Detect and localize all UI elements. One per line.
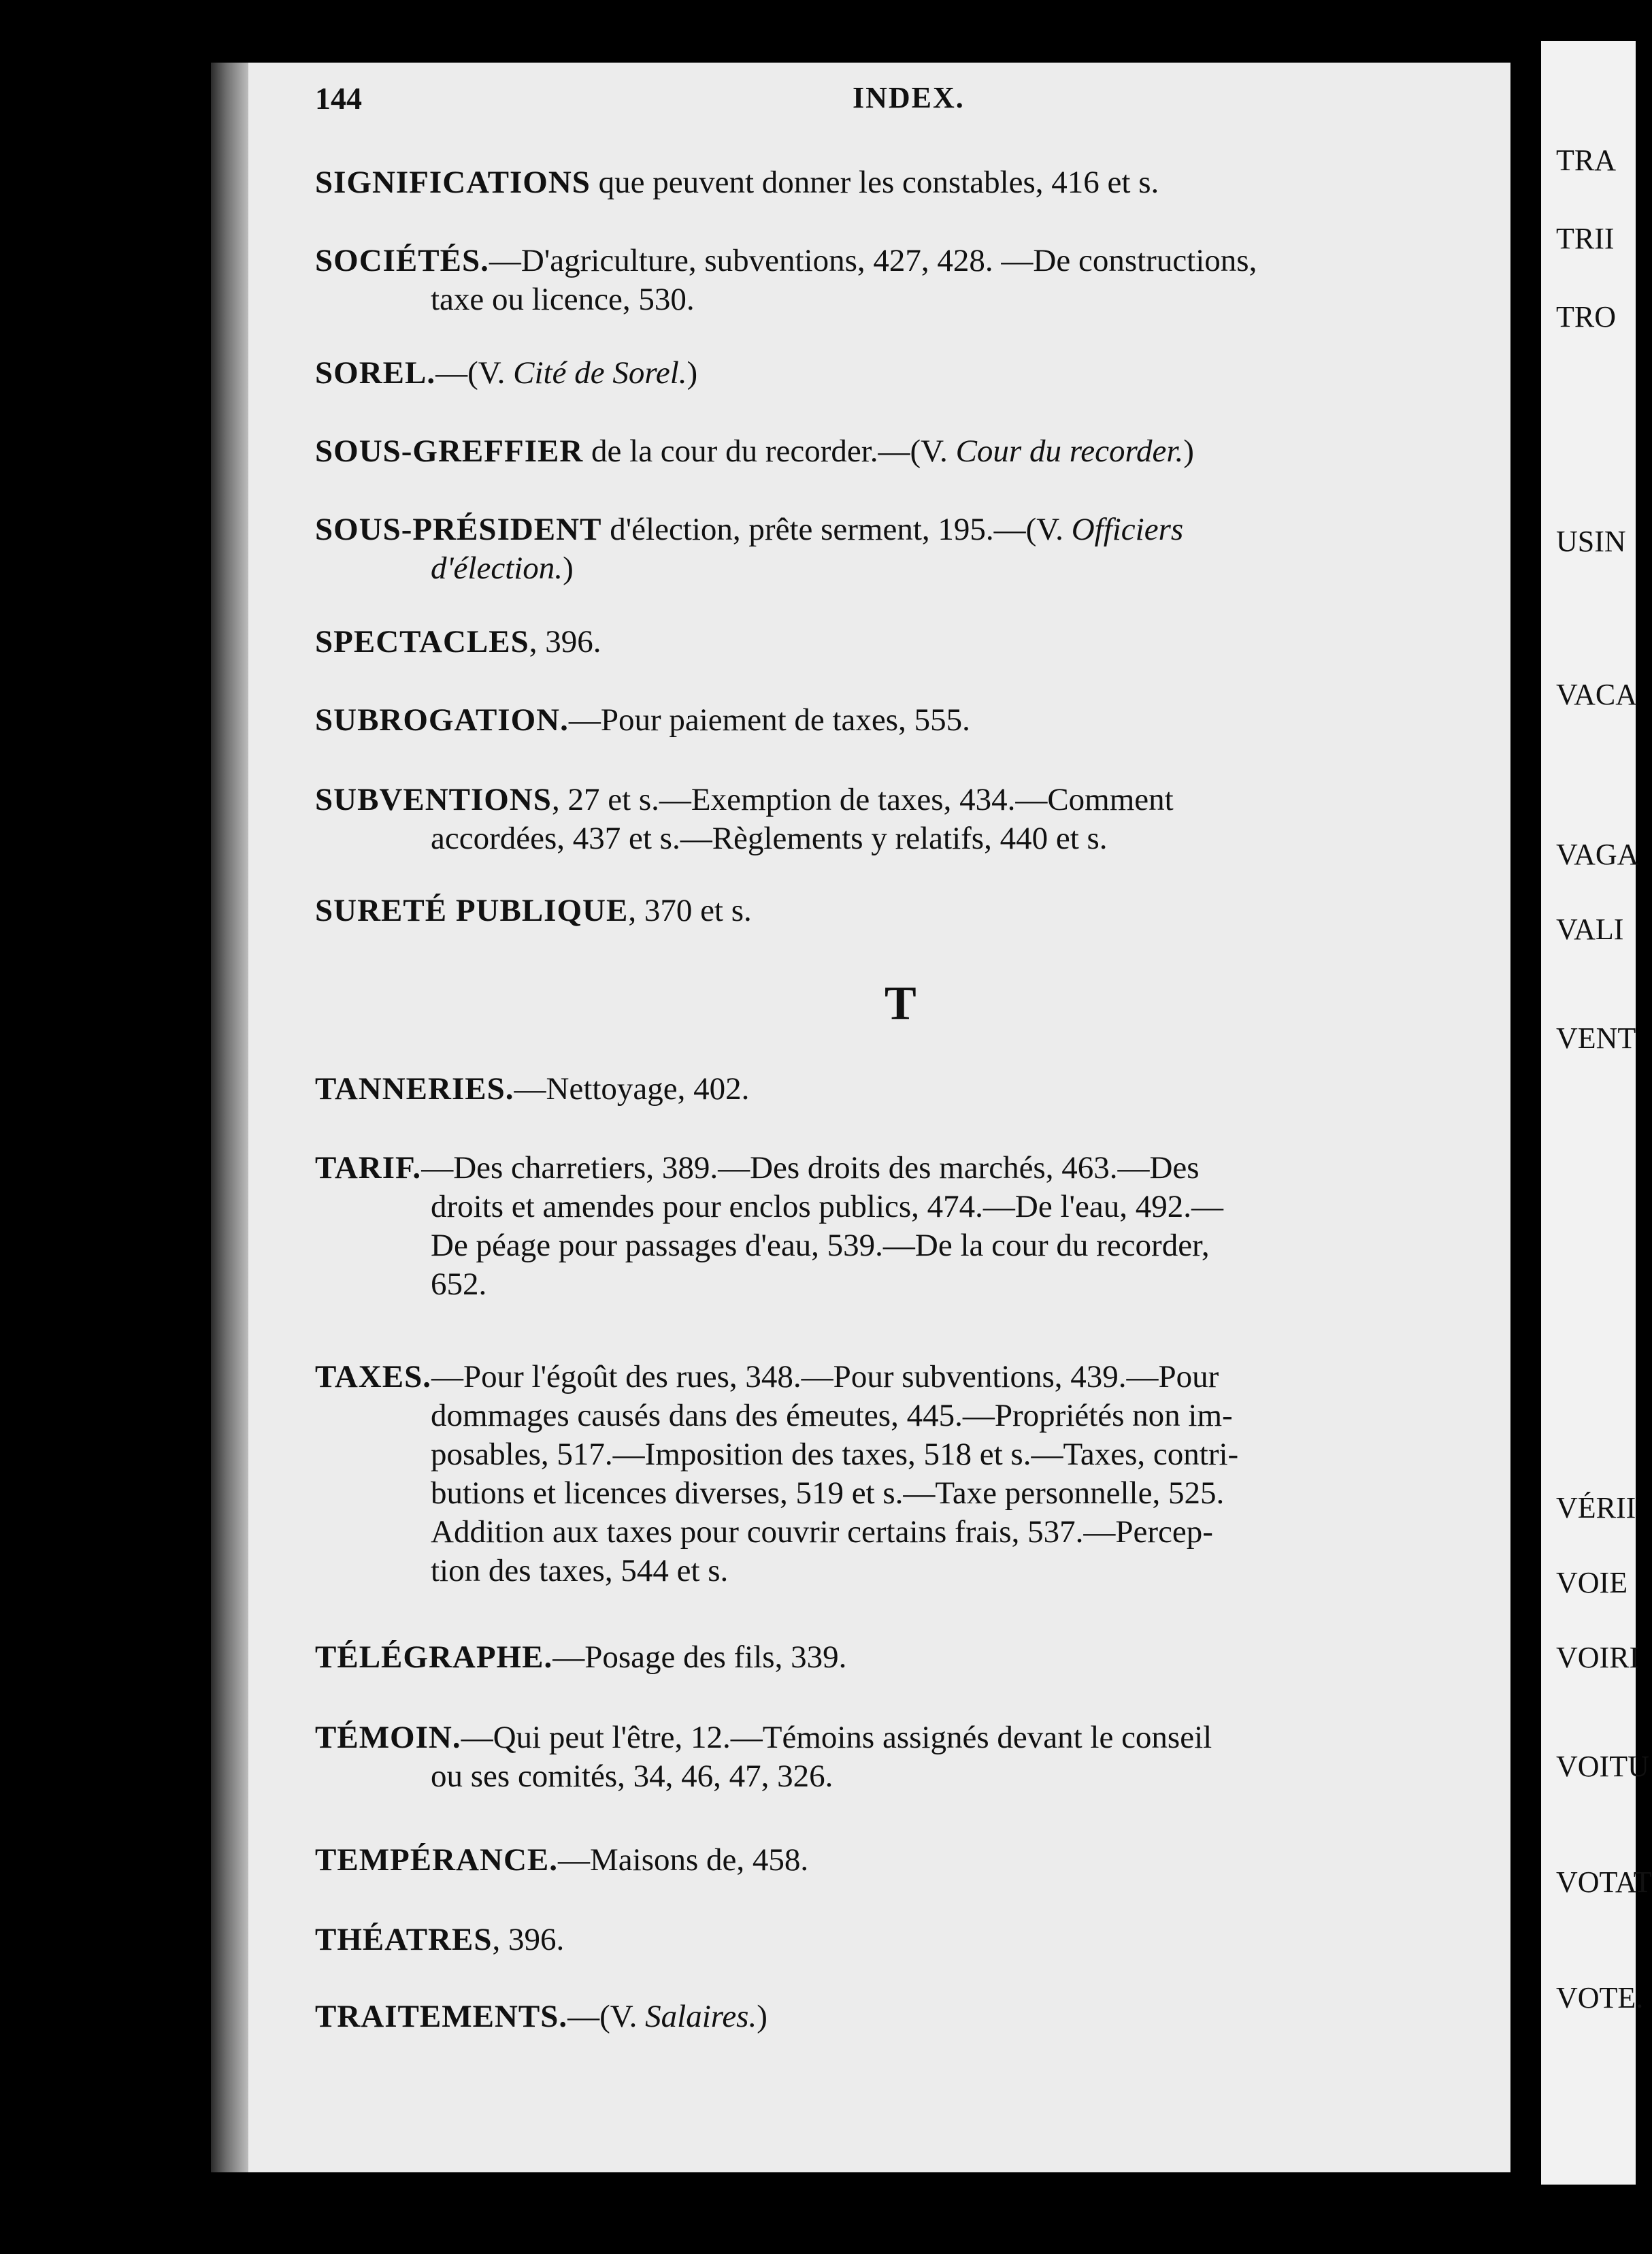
entry-reference: d'élection. [431, 551, 563, 586]
entry-keyword: SPECTACLES [315, 624, 529, 659]
entry-text: —Qui peut l'être, 12.—Témoins assignés devant le conseil [461, 1720, 1212, 1755]
entry-text-close: ) [563, 551, 574, 586]
facing-word: VALI [1556, 913, 1624, 946]
facing-word: VOTAT [1556, 1865, 1652, 1899]
index-entry [315, 1718, 1478, 1796]
entry-text: —(V. [435, 355, 514, 391]
entry-text: —Des charretiers, 389.—Des droits des marchés, 463.—Des [421, 1150, 1200, 1186]
entry-continuation: accordées, 437 et s.—Règlements y relatifs, 440 et s. [431, 821, 1108, 856]
facing-word: VOTE. [1556, 1981, 1644, 2014]
entry-text: —Pour l'égoût des rues, 348.—Pour subventions, 439.—Pour [431, 1359, 1219, 1394]
entry-keyword: TARIF. [315, 1150, 422, 1186]
index-entry [315, 1070, 1478, 1109]
index-entry [315, 163, 1478, 202]
entry-continuation: dommages causés dans des émeutes, 445.—Propriétés non im- [431, 1398, 1233, 1433]
facing-word: TRA [1556, 144, 1616, 177]
entry-continuation: 652. [431, 1267, 487, 1302]
entry-keyword: SURETÉ PUBLIQUE [315, 893, 629, 928]
entry-text: , 396. [492, 1922, 565, 1957]
index-entry [315, 432, 1478, 471]
facing-word: VÉRII [1556, 1491, 1636, 1524]
facing-word: TRII [1556, 222, 1615, 255]
index-entry [315, 701, 1478, 740]
index-entry [315, 354, 1478, 393]
entry-text: —(V. [567, 1999, 646, 2034]
page-title: INDEX. [853, 81, 965, 114]
index-entry [315, 1841, 1478, 1880]
page-number: 144 [315, 81, 362, 116]
entry-keyword: TAXES. [315, 1359, 431, 1394]
entry-keyword: SUBROGATION. [315, 702, 569, 738]
entry-text: —Pour paiement de taxes, 555. [568, 702, 970, 738]
entry-reference: Cité de Sorel. [513, 355, 687, 391]
entry-keyword: TÉLÉGRAPHE. [315, 1639, 553, 1675]
entry-reference: Salaires. [645, 1999, 757, 2034]
entry-keyword: TANNERIES. [315, 1071, 514, 1107]
entry-text: , 370 et s. [628, 893, 752, 928]
entry-text: —Nettoyage, 402. [514, 1071, 750, 1107]
page-gutter-shadow [211, 63, 248, 2172]
entry-keyword: SUBVENTIONS [315, 782, 552, 817]
entry-keyword: TRAITEMENTS. [315, 1999, 568, 2034]
index-entry [315, 781, 1478, 858]
entry-text: —D'agriculture, subventions, 427, 428. —De constructions, [489, 243, 1257, 278]
entry-continuation: Addition aux taxes pour couvrir certains frais, 537.—Percep- [431, 1514, 1213, 1550]
entry-text-close: ) [687, 355, 698, 391]
entry-text: , 396. [529, 624, 601, 659]
entry-text: d'élection, prête serment, 195.—(V. [601, 512, 1072, 547]
entry-reference: Cour du recorder. [955, 434, 1184, 469]
index-entry [315, 1997, 1478, 2036]
entry-continuation: tion des taxes, 544 et s. [431, 1553, 729, 1588]
index-entry [315, 510, 1478, 588]
facing-word: VENT [1556, 1022, 1636, 1055]
index-entry [315, 1358, 1478, 1590]
entry-keyword: TÉMOIN. [315, 1720, 461, 1755]
index-entry [315, 1921, 1478, 1959]
entry-text: que peuvent donner les constables, 416 et s. [590, 165, 1159, 200]
facing-word: TRO [1556, 300, 1616, 333]
facing-word: VACA [1556, 678, 1638, 711]
facing-word: VAGA [1556, 838, 1639, 871]
section-letter: T [885, 977, 916, 1030]
entry-continuation: posables, 517.—Imposition des taxes, 518 et s.—Taxes, contri- [431, 1437, 1239, 1472]
entry-text-close: ) [1183, 434, 1194, 469]
entry-keyword: THÉATRES [315, 1922, 493, 1957]
index-entry [315, 1149, 1478, 1304]
entry-reference: Officiers [1071, 512, 1184, 547]
facing-word: VOIRI [1556, 1641, 1640, 1674]
entry-text: , 27 et s.—Exemption de taxes, 434.—Comment [551, 782, 1174, 817]
entry-text: de la cour du recorder.—(V. [583, 434, 956, 469]
entry-continuation: butions et licences diverses, 519 et s.—Taxe personnelle, 525. [431, 1475, 1225, 1511]
facing-word: USIN [1556, 525, 1626, 558]
facing-page-edge [1541, 41, 1652, 2185]
entry-continuation: droits et amendes pour enclos publics, 474.—De l'eau, 492.— [431, 1189, 1223, 1224]
index-entry [315, 1638, 1478, 1677]
entry-continuation: taxe ou licence, 530. [431, 282, 695, 317]
entry-continuation: ou ses comités, 34, 46, 47, 326. [431, 1759, 833, 1794]
entry-keyword: SIGNIFICATIONS [315, 165, 591, 200]
entry-text: —Posage des fils, 339. [552, 1639, 847, 1675]
entry-keyword: TEMPÉRANCE. [315, 1842, 558, 1878]
entry-keyword: SOUS-PRÉSIDENT [315, 512, 602, 547]
entry-continuation: De péage pour passages d'eau, 539.—De la cour du recorder, [431, 1228, 1210, 1263]
index-entry [315, 623, 1478, 662]
index-entry [315, 892, 1478, 930]
facing-word: VOIE [1556, 1566, 1628, 1599]
entry-text-close: ) [757, 1999, 767, 2034]
index-entry [315, 242, 1478, 319]
page-header [315, 80, 1478, 121]
entry-keyword: SOCIÉTÉS. [315, 243, 489, 278]
entry-text: —Maisons de, 458. [557, 1842, 809, 1878]
entry-keyword: SOREL. [315, 355, 436, 391]
entry-keyword: SOUS-GREFFIER [315, 434, 584, 469]
facing-word: VOITU [1556, 1750, 1649, 1783]
